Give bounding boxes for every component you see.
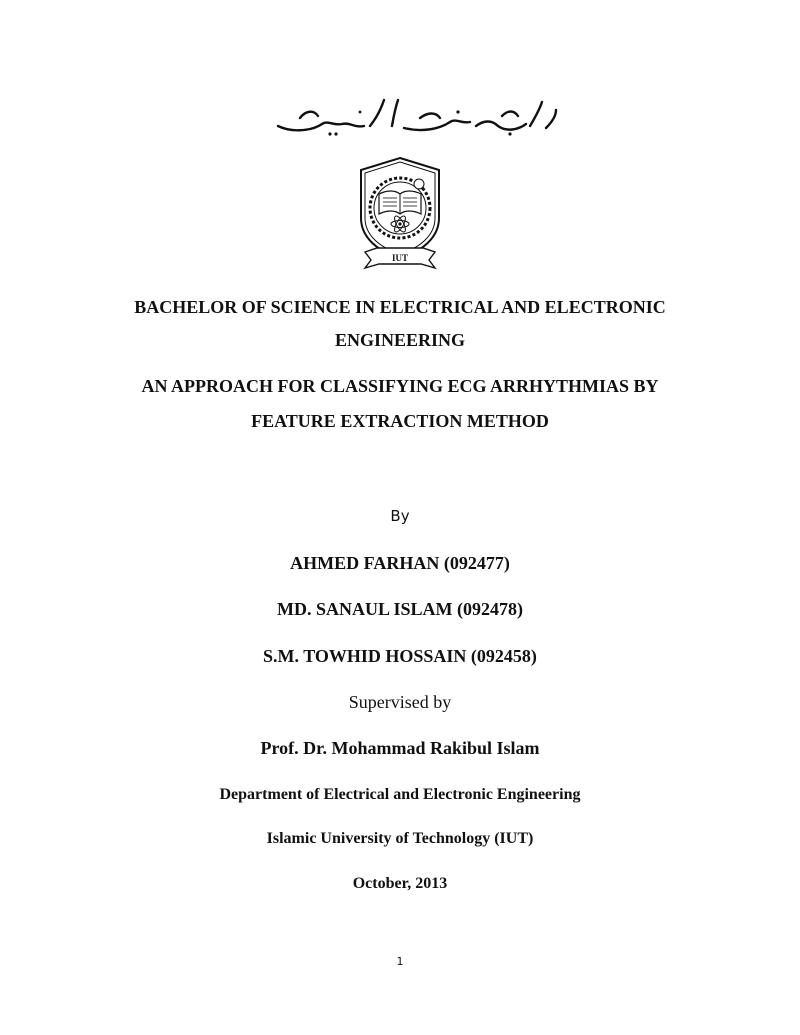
university-logo xyxy=(355,156,445,272)
author-3: S.M. TOWHID HOSSAIN (092458) xyxy=(263,646,537,666)
supervisor-name: Prof. Dr. Mohammad Rakibul Islam xyxy=(260,738,540,758)
thesis-title-line-2: FEATURE EXTRACTION METHOD xyxy=(251,411,549,431)
svg-text:IUT: IUT xyxy=(391,253,409,263)
by-label: By xyxy=(390,507,410,525)
author-2: MD. SANAUL ISLAM (092478) xyxy=(276,599,523,619)
department: Department of Electrical and Electronic Engineering xyxy=(219,786,581,803)
submission-date: October, 2013 xyxy=(352,875,448,892)
university: Islamic University of Technology (IUT) xyxy=(266,830,534,847)
svg-text:بسم الله الرحمن الرحيم: بسم الله الرحمن الرحيم xyxy=(409,122,421,123)
thesis-title-line-1: AN APPROACH FOR CLASSIFYING ECG ARRHYTHMIAS BY xyxy=(141,376,659,396)
author-1: AHMED FARHAN (092477) xyxy=(290,553,510,573)
page-number: 1 xyxy=(396,955,404,968)
bismillah-calligraphy xyxy=(270,96,560,138)
degree-line-1: BACHELOR OF SCIENCE IN ELECTRICAL AND ELECTRONIC xyxy=(134,297,666,317)
degree-line-2: ENGINEERING xyxy=(334,330,466,350)
supervised-by-label: Supervised by xyxy=(348,692,452,712)
